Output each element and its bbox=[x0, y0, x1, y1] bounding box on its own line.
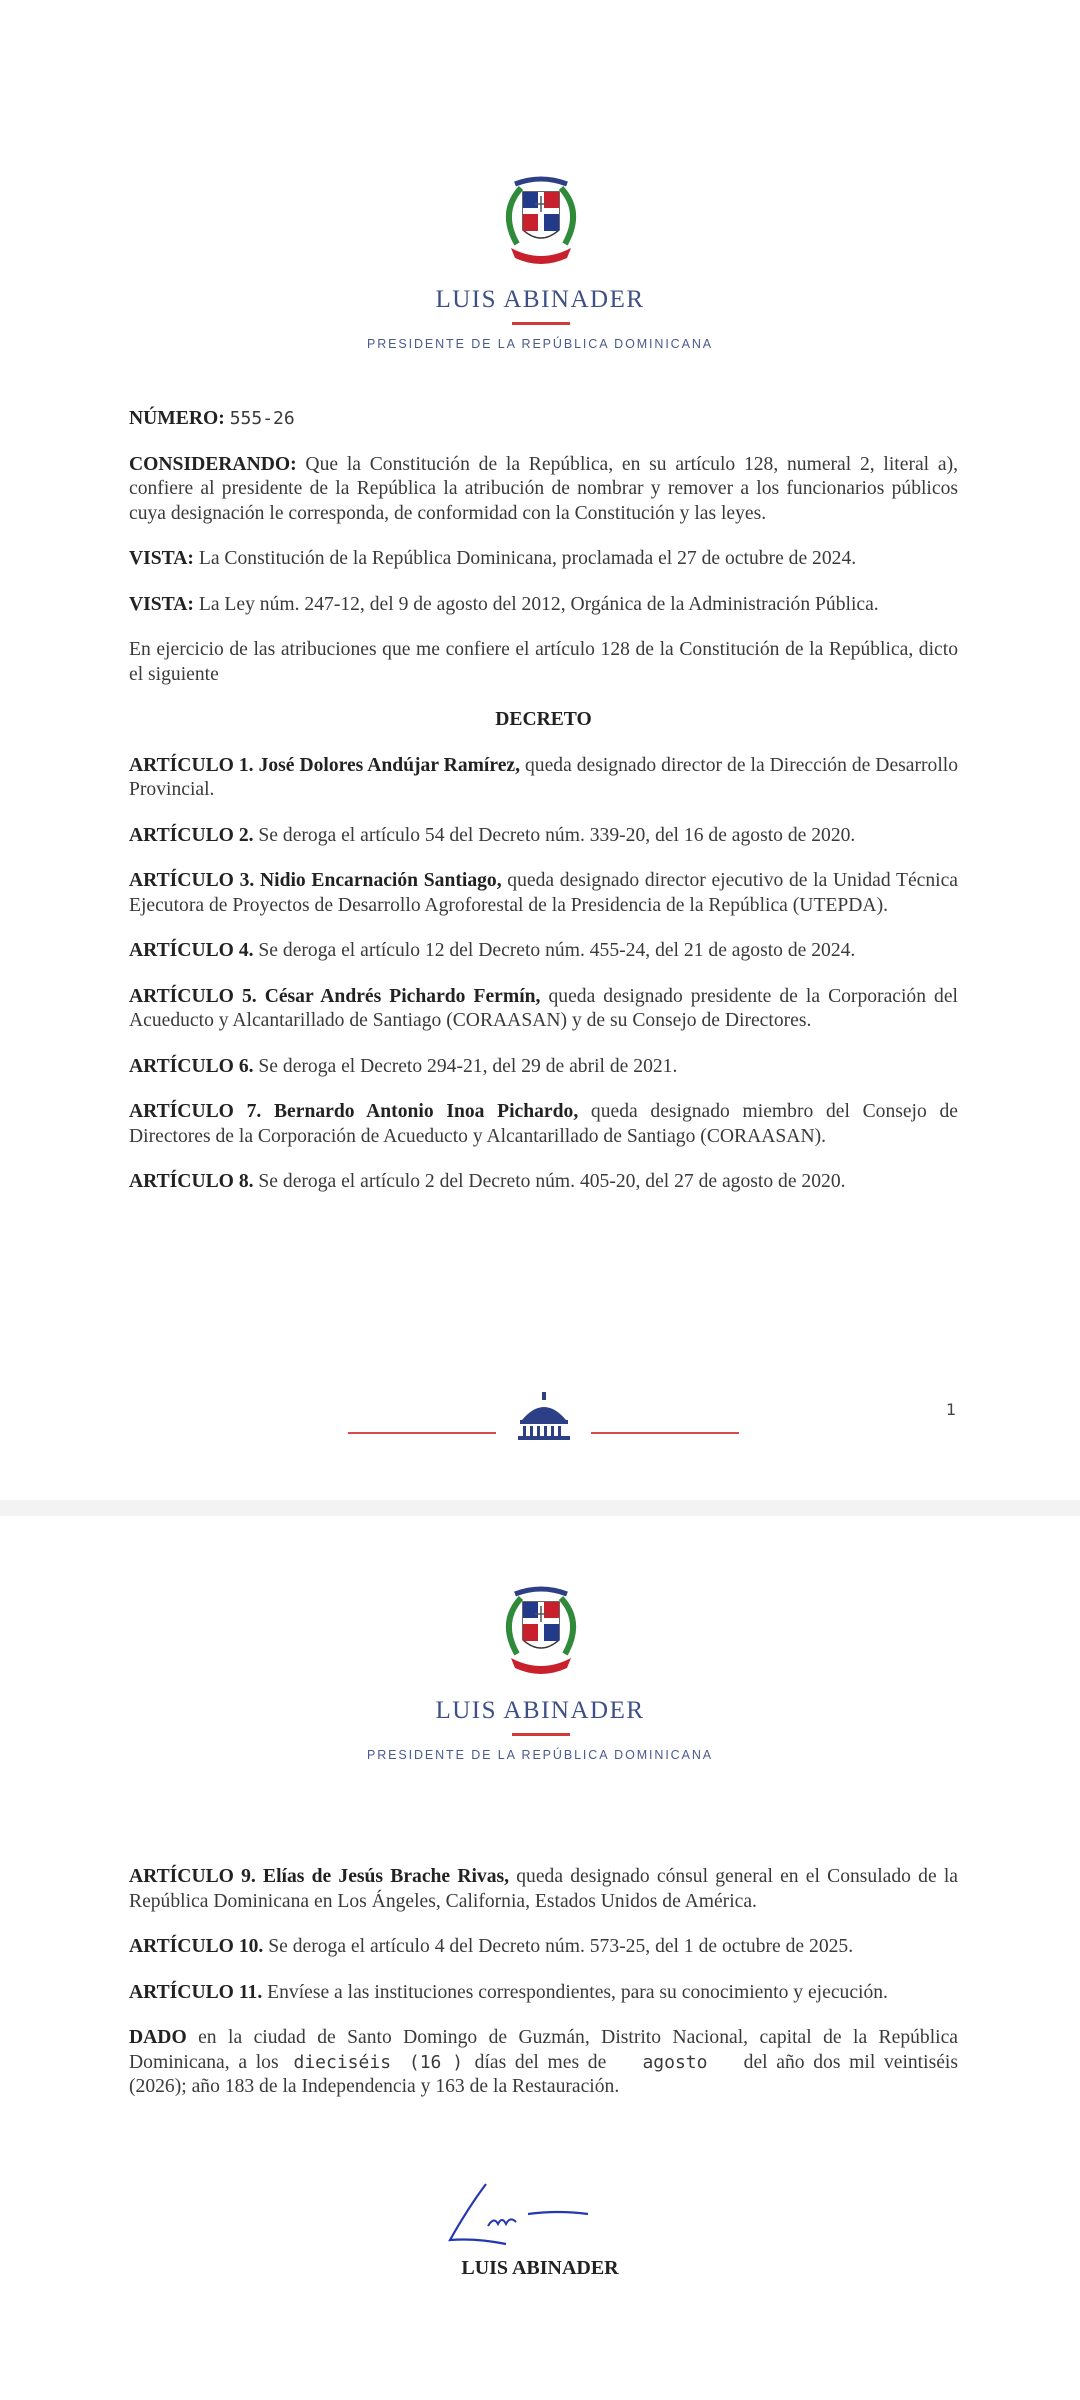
article-text: queda designado director ejecutivo de la Unidad Técnica Ejecutora de Proyectos de Desarrollo Agroforestal de la Presidencia de la República (UTEPDA). bbox=[129, 870, 958, 916]
article-label: ARTÍCULO 1. bbox=[129, 754, 254, 776]
article-appointee: Elías de Jesús Brache Rivas, bbox=[255, 1866, 510, 1887]
dado-label: DADO bbox=[129, 2027, 187, 2048]
article-label: ARTÍCULO 4. bbox=[129, 940, 254, 961]
dado-month: agosto bbox=[642, 2051, 708, 2073]
article-appointee: Bernardo Antonio Inoa Pichardo, bbox=[261, 1101, 579, 1122]
article-paragraph bbox=[129, 1100, 958, 1149]
article-paragraph bbox=[129, 985, 958, 1034]
coat-of-arms-icon bbox=[495, 1582, 587, 1682]
decree-body-page-1 bbox=[129, 407, 958, 1216]
president-name: LUIS ABINADER bbox=[435, 286, 645, 313]
article-text: Se deroga el artículo 12 del Decreto núm. 455-24, del 21 de agosto de 2024. bbox=[253, 940, 856, 961]
article-text: queda designado presidente de la Corporación del Acueducto y Alcantarillado de Santiago (CORAASAN) y de su Consejo de Directores. bbox=[129, 985, 958, 1031]
article-paragraph bbox=[129, 1055, 958, 1080]
header-divider bbox=[512, 1733, 570, 1736]
ejercicio-paragraph: En ejercicio de las atribuciones que me confiere el artículo 128 de la Constitución de la República, dicto el siguiente bbox=[129, 639, 958, 685]
decree-number-value: 555-26 bbox=[229, 408, 295, 429]
footer-line-left bbox=[348, 1432, 496, 1434]
article-text: queda designado miembro del Consejo de Directores de la Corporación de Acueducto y Alcantarillado de Santiago (CORAASAN). bbox=[129, 1101, 958, 1147]
dado-paragraph bbox=[129, 2026, 958, 2100]
article-paragraph bbox=[129, 869, 958, 918]
article-text: Envíese a las instituciones correspondientes, para su conocimiento y ejecución. bbox=[262, 1981, 888, 2003]
article-label: ARTÍCULO 2. bbox=[129, 824, 254, 846]
article-label: ARTÍCULO 7. bbox=[129, 1101, 262, 1122]
vista-paragraph-1 bbox=[129, 547, 958, 572]
article-appointee: José Dolores Andújar Ramírez, bbox=[253, 754, 521, 776]
dado-day-words: dieciséis bbox=[293, 2051, 392, 2073]
article-appointee: Nidio Encarnación Santiago, bbox=[254, 870, 502, 891]
vista-text: La Ley núm. 247-12, del 9 de agosto del 2012, Orgánica de la Administración Pública. bbox=[193, 593, 879, 615]
article-paragraph bbox=[129, 1935, 958, 1960]
footer-line-right bbox=[591, 1432, 739, 1434]
article-paragraph bbox=[129, 939, 958, 964]
article-paragraph bbox=[129, 1981, 958, 2006]
considerando-paragraph bbox=[129, 453, 958, 527]
considerando-text: Que la Constitución de la República, en su artículo 128, numeral 2, literal a), confiere al presidente de la República la atribución de nombrar y remover a los funcionarios públicos cuya designación le corresponda, de conformidad con la Constitución y las leyes. bbox=[129, 453, 958, 524]
vista-paragraph-2 bbox=[129, 593, 958, 618]
article-label: ARTÍCULO 5. bbox=[129, 985, 257, 1007]
page-separator bbox=[0, 1500, 1080, 1516]
article-text: queda designado cónsul general en el Consulado de la República Dominicana en Los Ángeles, California, Estados Unidos de América. bbox=[129, 1866, 958, 1912]
vista-label: VISTA: bbox=[129, 548, 194, 569]
signatory-name: LUIS ABINADER bbox=[461, 2257, 619, 2279]
header-divider bbox=[512, 322, 570, 325]
article-label: ARTÍCULO 6. bbox=[129, 1055, 254, 1077]
article-text: Se deroga el Decreto 294-21, del 29 de abril de 2021. bbox=[253, 1055, 678, 1077]
coat-of-arms-icon bbox=[495, 172, 587, 272]
dado-day-number: (16 ) bbox=[408, 2051, 464, 2073]
president-title: PRESIDENTE DE LA REPÚBLICA DOMINICANA bbox=[366, 337, 714, 351]
article-text: Se deroga el artículo 54 del Decreto núm. 339-20, del 16 de agosto de 2020. bbox=[253, 824, 856, 846]
article-text: Se deroga el artículo 2 del Decreto núm. 405-20, del 27 de agosto de 2020. bbox=[253, 1171, 846, 1192]
decree-number-label: NÚMERO: bbox=[129, 408, 225, 429]
considerando-label: CONSIDERANDO: bbox=[129, 453, 297, 475]
vista-label: VISTA: bbox=[129, 593, 194, 615]
article-text: queda designado director de la Dirección de Desarrollo Provincial. bbox=[129, 754, 958, 800]
dado-text: días del mes de bbox=[474, 2051, 607, 2073]
page-number: 1 bbox=[946, 1400, 957, 1419]
article-label: ARTÍCULO 3. bbox=[129, 870, 255, 891]
article-paragraph bbox=[129, 824, 958, 849]
signature-image bbox=[428, 2178, 618, 2258]
article-text: Se deroga el artículo 4 del Decreto núm. 573-25, del 1 de octubre de 2025. bbox=[263, 1936, 854, 1957]
dado-text: en la ciudad de Santo Domingo de Guzmán, Distrito Nacional, capital de la República Dominicana, a los bbox=[129, 2027, 958, 2073]
decree-body-page-2 bbox=[129, 1865, 958, 2121]
palace-dome-icon bbox=[516, 1390, 572, 1442]
vista-text: La Constitución de la República Dominicana, proclamada el 27 de octubre de 2024. bbox=[193, 548, 857, 569]
decreto-heading: DECRETO bbox=[495, 709, 592, 730]
article-label: ARTÍCULO 10. bbox=[129, 1936, 264, 1957]
article-label: ARTÍCULO 11. bbox=[129, 1981, 263, 2003]
article-label: ARTÍCULO 9. bbox=[129, 1866, 256, 1887]
article-paragraph bbox=[129, 1170, 958, 1195]
decree-number bbox=[129, 407, 958, 432]
president-name: LUIS ABINADER bbox=[435, 1697, 645, 1724]
dado-text: del año dos mil veintiséis (2026); año 183 de la Independencia y 163 de la Restauración. bbox=[129, 2051, 958, 2097]
article-paragraph bbox=[129, 1865, 958, 1914]
article-label: ARTÍCULO 8. bbox=[129, 1171, 254, 1192]
president-title: PRESIDENTE DE LA REPÚBLICA DOMINICANA bbox=[366, 1748, 714, 1762]
article-paragraph bbox=[129, 754, 958, 803]
article-appointee: César Andrés Pichardo Fermín, bbox=[256, 985, 541, 1007]
